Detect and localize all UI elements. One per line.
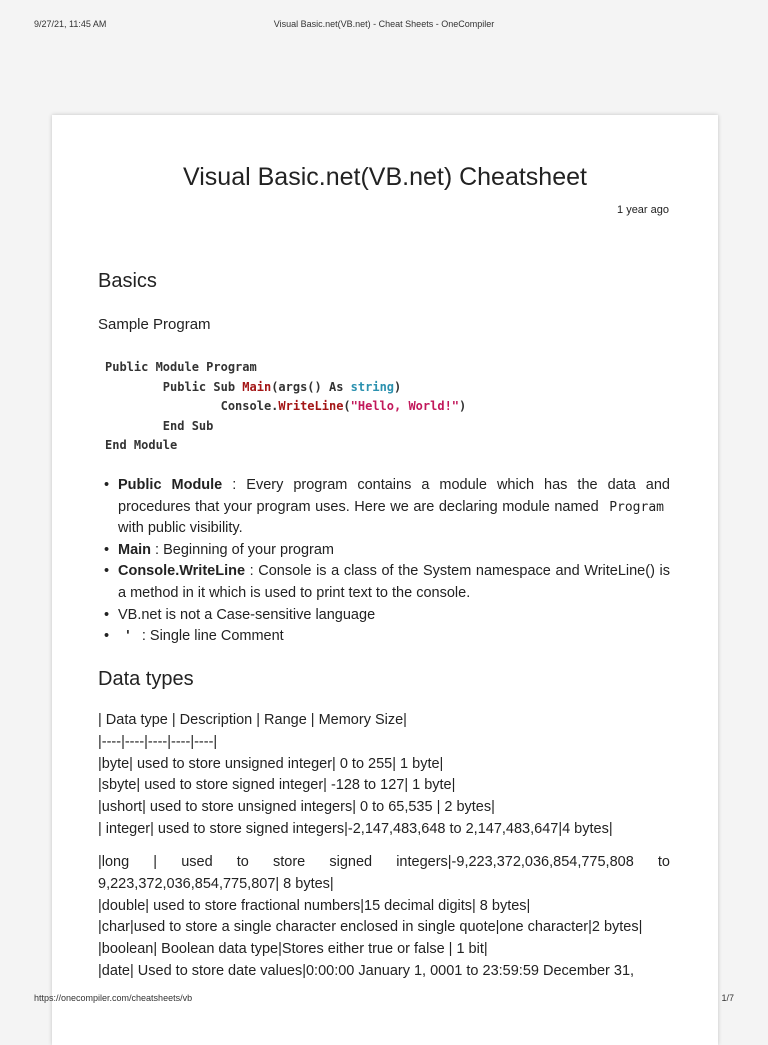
- list-item: • Console.WriteLine : Console is a class of the System namespace and WriteLine() is a method in it which is used to print text to the console.: [118, 561, 670, 604]
- basics-list: [118, 475, 670, 648]
- code-block: Public Module Program Public Sub Main(args() As string) Console.WriteLine("Hello, World!") End Sub End Module: [105, 360, 467, 452]
- print-page-title: Visual Basic.net(VB.net) - Cheat Sheets - OneCompiler: [273, 19, 495, 29]
- page-title: Visual Basic.net(VB.net) Cheatsheet: [183, 163, 587, 191]
- subheading-sample-program: Sample Program: [98, 316, 211, 333]
- posted-time: 1 year ago: [617, 204, 669, 216]
- data-types-table-text: | Data type | Description | Range | Memory Size| |----|----|----|----|----| |byte| used to store unsigned integer| 0 to 255| 1 byte| |sbyte| used to store signed integer| -128 to 127| 1 byte| |ushort| used to store unsigned integers| 0 to 65,535 | 2 bytes| | integer| used to store signed integers|-2,147,483,648 to 2,147,483,647|4 bytes|: [98, 712, 613, 837]
- print-datetime: 9/27/21, 11:45 AM: [34, 19, 107, 29]
- list-item: • ' : Single line Comment: [118, 626, 670, 648]
- print-page-number: 1/7: [721, 993, 734, 1003]
- section-heading-data-types: Data types: [98, 668, 194, 690]
- section-heading-basics: Basics: [98, 270, 157, 292]
- cheatsheet-card: [52, 115, 718, 1045]
- list-item: • Public Module : Every program contains a module which has the data and procedures that your program uses. Here we are declaring module named Program with public visibility.: [118, 475, 670, 540]
- list-item: • Main : Beginning of your program: [118, 540, 670, 562]
- list-item: • VB.net is not a Case-sensitive language: [118, 605, 670, 627]
- print-url: https://onecompiler.com/cheatsheets/vb: [34, 993, 193, 1003]
- data-types-table-text-2: |long | used to store signed integers|-9,223,372,036,854,775,808 to 9,223,372,036,854,775,807| 8 bytes| |double| used to store fractional numbers|15 decimal digits| 8 bytes| |char|used to store a single character enclosed in single quote|one character|2 bytes| |boolean| Boolean data type|Stores either true or false | 1 bit| |date| Used to store date values|0:00:00 January 1, 0001 to 23:59:59 December 31,: [98, 854, 670, 979]
